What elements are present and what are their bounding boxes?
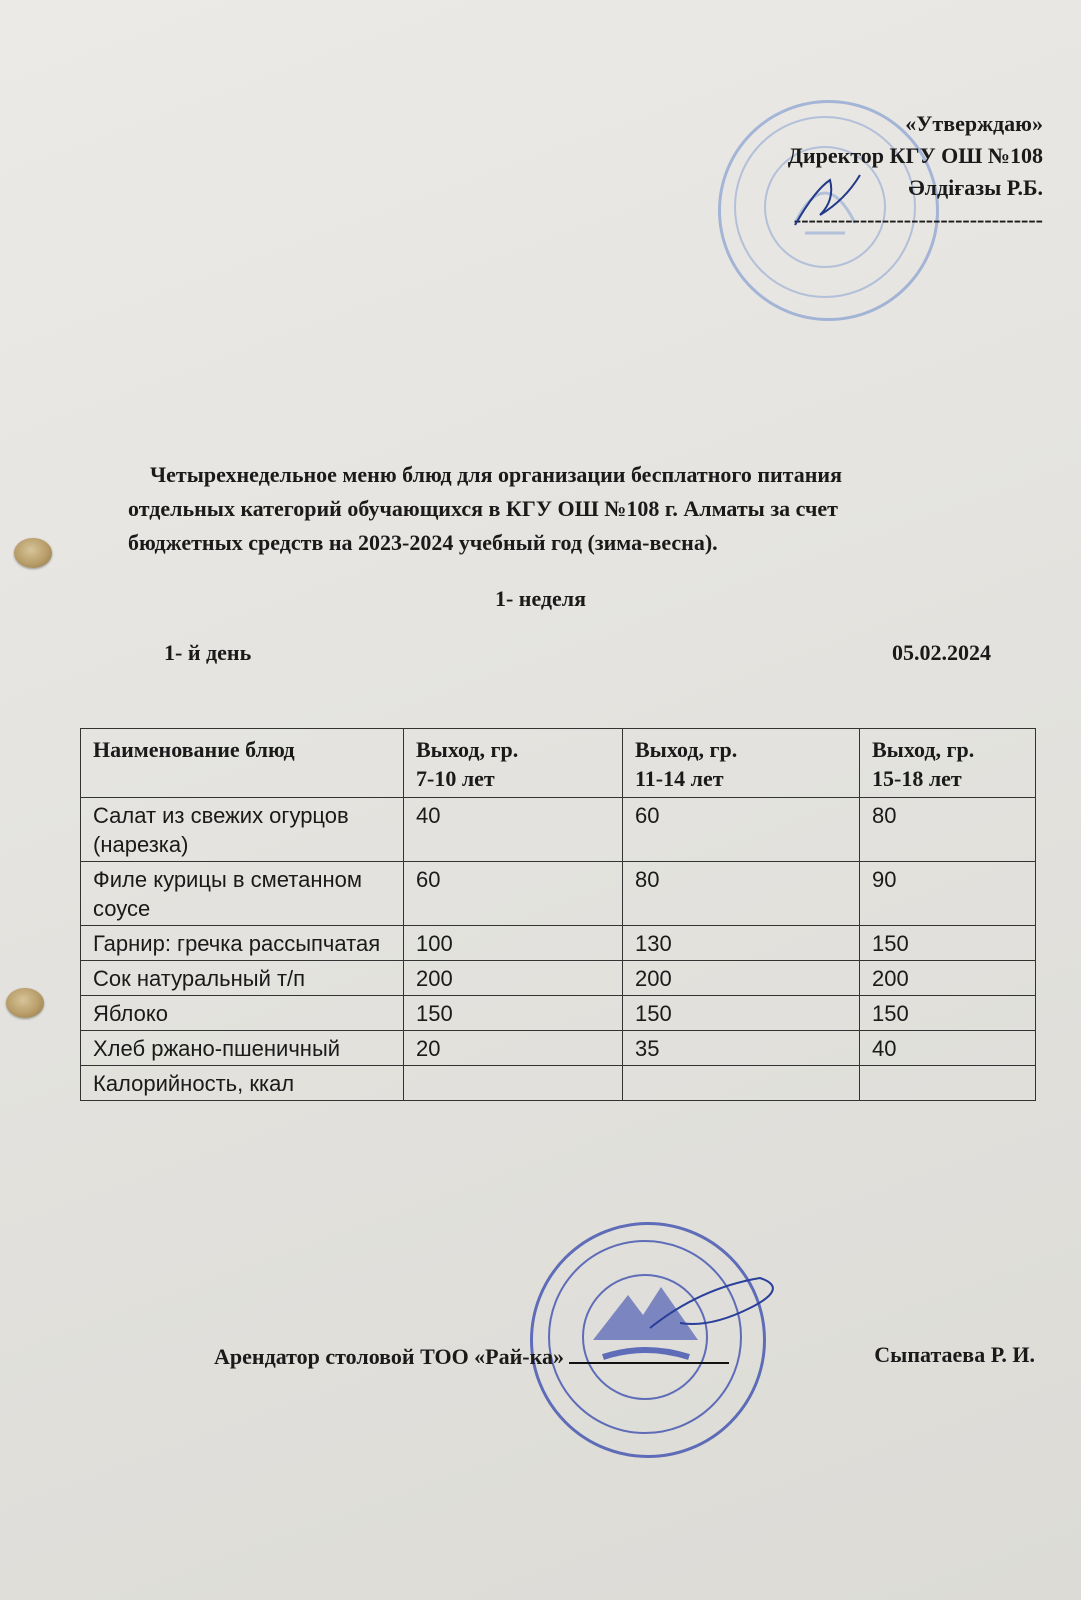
table-row-calories xyxy=(81,1066,1036,1101)
signature-scribble xyxy=(640,1268,790,1348)
table-row xyxy=(81,862,1036,926)
yield-11-14: 80 xyxy=(623,862,860,926)
menu-table xyxy=(80,728,1036,1101)
yield-7-10: 150 xyxy=(404,996,623,1031)
table-row xyxy=(81,961,1036,996)
approval-person: Әлдіғазы Р.Б. xyxy=(908,175,1043,200)
tenant-name: Сыпатаева Р. И. xyxy=(874,1342,1035,1367)
title-line-1: Четырехнедельное меню блюд для организации бесплатного питания xyxy=(150,462,843,487)
date-label: 05.02.2024 xyxy=(892,640,991,665)
table-header-row xyxy=(81,729,1036,798)
dish-name: Сок натуральный т/п xyxy=(81,961,404,996)
yield-11-14: 150 xyxy=(623,996,860,1031)
yield-15-18: 200 xyxy=(860,961,1036,996)
dish-name: Хлеб ржано-пшеничный xyxy=(81,1031,404,1066)
yield-11-14: 60 xyxy=(623,798,860,862)
yield-15-18: 40 xyxy=(860,1031,1036,1066)
punch-hole xyxy=(6,988,44,1018)
yield-11-14: 200 xyxy=(623,961,860,996)
calories-11-14 xyxy=(623,1066,860,1101)
document-title xyxy=(128,458,1008,560)
yield-11-14: 35 xyxy=(623,1031,860,1066)
approval-heading: «Утверждаю» xyxy=(905,111,1043,136)
title-line-2: отдельных категорий обучающихся в КГУ ОШ №108 г. Алматы за счет xyxy=(128,496,838,521)
table-row xyxy=(81,798,1036,862)
yield-15-18: 80 xyxy=(860,798,1036,862)
approval-position: Директор КГУ ОШ №108 xyxy=(787,143,1043,168)
yield-7-10: 60 xyxy=(404,862,623,926)
approval-block xyxy=(703,108,1043,236)
header-yield-11-14: Выход, гр. 11-14 лет xyxy=(623,729,860,798)
yield-15-18: 150 xyxy=(860,926,1036,961)
title-line-3: бюджетных средств на 2023-2024 учебный год (зима-весна). xyxy=(128,530,718,555)
yield-7-10: 200 xyxy=(404,961,623,996)
bleed-through-text xyxy=(820,1130,826,1156)
yield-15-18: 150 xyxy=(860,996,1036,1031)
calories-15-18 xyxy=(860,1066,1036,1101)
yield-7-10: 20 xyxy=(404,1031,623,1066)
header-dish-name: Наименование блюд xyxy=(81,729,404,798)
yield-7-10: 100 xyxy=(404,926,623,961)
signature-line: ---------------------------------- xyxy=(793,207,1043,232)
yield-15-18: 90 xyxy=(860,862,1036,926)
header-yield-7-10: Выход, гр. 7-10 лет xyxy=(404,729,623,798)
table-row xyxy=(81,996,1036,1031)
dish-name: Яблоко xyxy=(81,996,404,1031)
yield-7-10: 40 xyxy=(404,798,623,862)
calories-7-10 xyxy=(404,1066,623,1101)
week-label: 1- неделя xyxy=(494,586,587,611)
day-label: 1- й день xyxy=(164,640,252,665)
table-row xyxy=(81,1031,1036,1066)
yield-11-14: 130 xyxy=(623,926,860,961)
signature-scribble xyxy=(790,170,870,230)
dish-name: Гарнир: гречка рассыпчатая xyxy=(81,926,404,961)
punch-hole xyxy=(14,538,52,568)
header-yield-15-18: Выход, гр. 15-18 лет xyxy=(860,729,1036,798)
calories-label: Калорийность, ккал xyxy=(81,1066,404,1101)
dish-name: Филе курицы в сметанном соусе xyxy=(81,862,404,926)
tenant-label: Арендатор столовой ТОО «Рай-ка» xyxy=(214,1344,564,1369)
dish-name: Салат из свежих огурцов (нарезка) xyxy=(81,798,404,862)
table-row xyxy=(81,926,1036,961)
